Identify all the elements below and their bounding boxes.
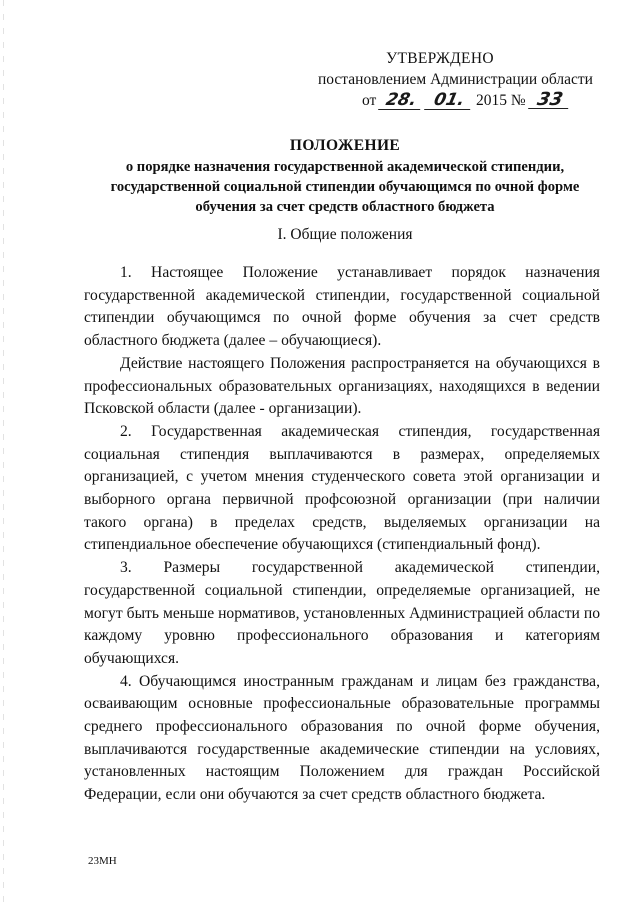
paragraph-3: 3. Размеры государственной академической стипендии, государственной социальной стипендии, определяемые организацией, не могут быть меньше нормативов, установленных Администрацией области по каждому уровню профессионального образования и категориям обучающихся. bbox=[84, 559, 600, 667]
year-and-number-label: 2015 № bbox=[475, 92, 526, 109]
document-title-block bbox=[90, 136, 600, 217]
document-body bbox=[84, 262, 600, 807]
paragraph-4: 4. Обучающимся иностранным гражданам и лицам без гражданства, осваивающим основные профессиональные образовательные программы среднего профессионального образования по очной форме обучения, выплачиваются государственные академические стипендии на условиях, установленных настоящим Положением для граждан Российской Федерации, если они обучаются за счет средств областного бюджета. bbox=[84, 672, 600, 804]
document-subtitle: о порядке назначения государственной академической стипендии, государственной социальной стипендии обучающимся по очной форме обучения за счет средств областного бюджета bbox=[110, 159, 580, 215]
footer-code: 23МН bbox=[88, 855, 117, 867]
handwritten-date-day: 28. bbox=[378, 92, 424, 110]
document-title: ПОЛОЖЕНИЕ bbox=[289, 137, 401, 154]
date-prefix: от bbox=[362, 92, 377, 109]
approval-stamp-block bbox=[310, 48, 610, 111]
approval-date-number-line bbox=[362, 90, 610, 111]
approved-label: УТВЕРЖДЕНО bbox=[386, 50, 494, 67]
paragraph-1: 1. Настоящее Положение устанавливает порядок назначения государственной академической стипендии, государственной социальной стипендии обучающимся по очной форме обучения за счет средств областного бюджета (далее – обучающиеся). bbox=[84, 264, 600, 350]
approved-by-resolution: постановлением Администрации области bbox=[318, 71, 593, 88]
handwritten-document-number: 33 bbox=[528, 91, 572, 109]
handwritten-date-month: 01. bbox=[424, 92, 474, 110]
scan-edge-marks bbox=[3, 0, 4, 905]
section-heading: I. Общие положения bbox=[277, 226, 413, 243]
paragraph-1-continued: Действие настоящего Положения распространяется на обучающихся в профессиональных образовательных организациях, находящихся в ведении Псковской области (далее - организации). bbox=[84, 354, 600, 418]
paragraph-2: 2. Государственная академическая стипендия, государственная социальная стипендия выплачиваются в размерах, определяемых организацией, с учетом мнения студенческого совета этой организации и выборного органа первичной профсоюзной организации (при наличии такого органа) в пределах средств, выделяемых организации на стипендиальное обеспечение обучающихся (стипендиальный фонд). bbox=[84, 422, 600, 554]
